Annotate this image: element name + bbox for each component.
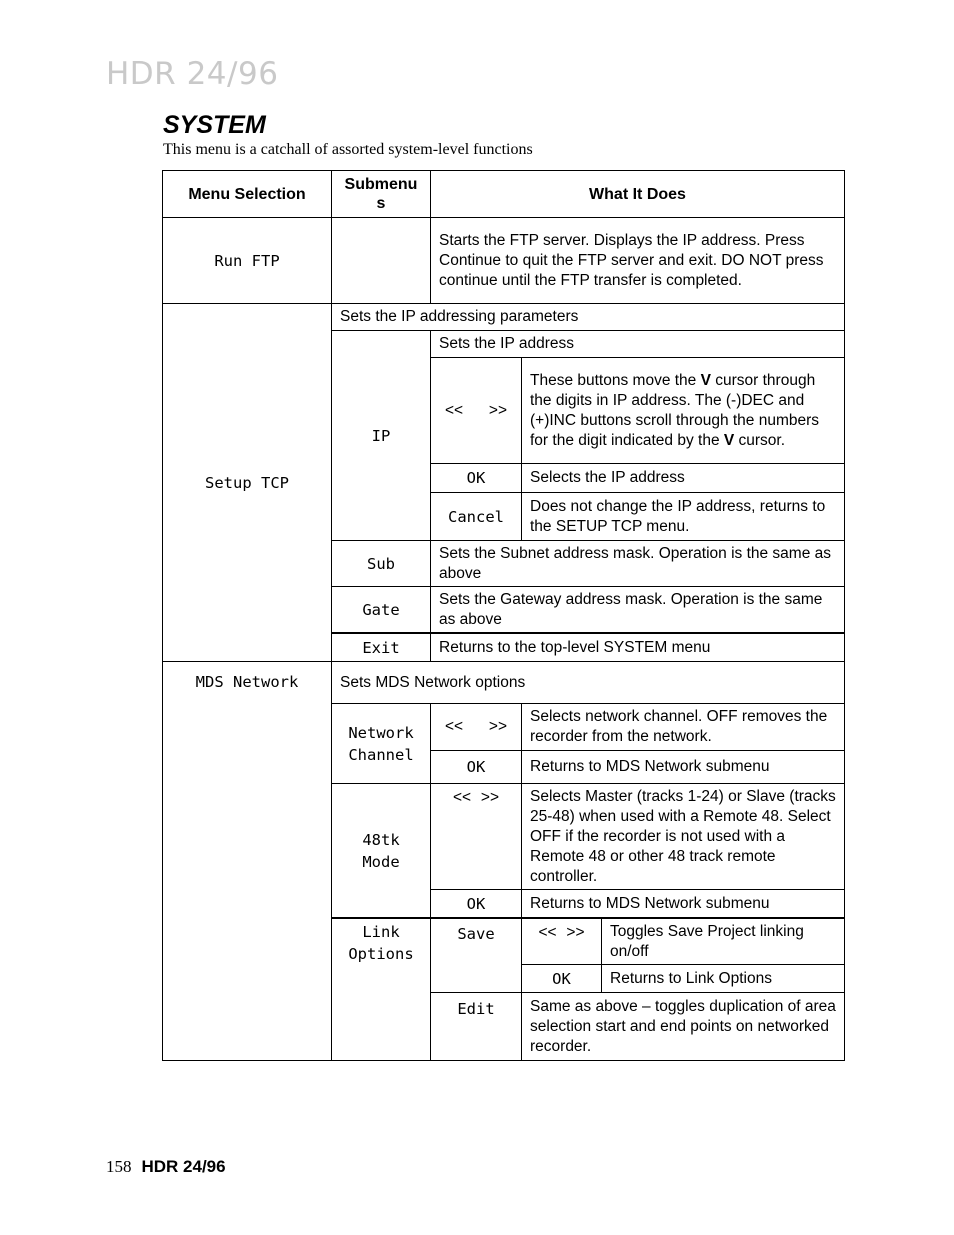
ip-arrow-buttons	[430, 357, 522, 464]
prev-arrow-icon: <<	[445, 718, 464, 735]
menu-mds-network: MDS Network	[162, 661, 332, 1061]
48tk-mode-arrow-buttons	[430, 783, 522, 890]
network-channel-arrow-buttons	[430, 703, 522, 751]
section-description: This menu is a catchall of assorted system-level functions	[163, 141, 533, 158]
header-what-it-does: What It Does	[430, 170, 845, 218]
prev-arrow-icon: <<	[445, 401, 464, 419]
sub-description: Sets the Subnet address mask. Operation is the same as above	[430, 540, 845, 587]
gate-description: Sets the Gateway address mask. Operation is the same as above	[430, 586, 845, 633]
prev-arrow-icon: <<	[538, 924, 557, 941]
next-arrow-icon: >>	[566, 924, 585, 941]
submenu-exit: Exit	[331, 632, 431, 662]
ip-cancel-description: Does not change the IP address, returns to the SETUP TCP menu.	[521, 492, 845, 541]
submenu-sub: Sub	[331, 540, 431, 587]
footer-title: HDR 24/96	[141, 1157, 226, 1176]
system-menu-table	[162, 170, 845, 1061]
run-ftp-description: Starts the FTP server. Displays the IP address. Press Continue to quit the FTP server and exit. DO NOT press continue until the FTP transfer is completed.	[430, 217, 845, 304]
section-title: SYSTEM	[163, 111, 266, 139]
network-channel-ok-button: OK	[430, 750, 522, 784]
next-arrow-icon: >>	[488, 718, 507, 735]
header-submenus: Submenu s	[331, 170, 431, 218]
run-ftp-submenu-empty	[331, 217, 431, 304]
ip-cancel-button: Cancel	[430, 492, 522, 541]
link-save-ok-button: OK	[521, 964, 602, 993]
menu-run-ftp: Run FTP	[162, 217, 332, 304]
submenu-48tk-mode: 48tk Mode	[331, 783, 431, 919]
running-header-title: HDR 24/96	[106, 56, 279, 92]
48tk-mode-ok-button: OK	[430, 889, 522, 919]
network-channel-arrows-description: Selects network channel. OFF removes the recorder from the network.	[521, 703, 845, 751]
header-menu-selection: Menu Selection	[162, 170, 332, 218]
48tk-mode-arrows-description: Selects Master (tracks 1-24) or Slave (tracks 25-48) when used with a Remote 48. Select OFF if the recorder is not used with a Remote 48 or other 48 track remote controller.	[521, 783, 845, 890]
next-arrow-icon: >>	[480, 789, 499, 806]
next-arrow-icon: >>	[488, 401, 507, 419]
setup-tcp-description: Sets the IP addressing parameters	[331, 303, 845, 331]
page-footer	[106, 1157, 226, 1177]
ip-arrows-description: These buttons move the V cursor through the digits in IP address. The (-)DEC and (+)INC buttons scroll through the numbers for the digit indicated by the V cursor.	[521, 357, 845, 464]
ip-ok-description: Selects the IP address	[521, 463, 845, 493]
network-channel-ok-description: Returns to MDS Network submenu	[521, 750, 845, 784]
link-save-arrow-buttons	[521, 917, 602, 965]
submenu-gate: Gate	[331, 586, 431, 633]
link-edit-option: Edit	[430, 992, 522, 1061]
menu-setup-tcp: Setup TCP	[162, 303, 332, 662]
link-save-ok-description: Returns to Link Options	[601, 964, 845, 993]
ip-description: Sets the IP address	[430, 330, 845, 358]
submenu-ip: IP	[331, 330, 431, 541]
submenu-network-channel: Network Channel	[331, 703, 431, 784]
link-save-option: Save	[430, 917, 522, 993]
page-number: 158	[106, 1157, 132, 1176]
ip-ok-button: OK	[430, 463, 522, 493]
submenu-link-options: Link Options	[331, 917, 431, 1061]
link-edit-description: Same as above – toggles duplication of area selection start and end points on networked recorder.	[521, 992, 845, 1061]
prev-arrow-icon: <<	[453, 789, 472, 806]
mds-network-description: Sets MDS Network options	[331, 661, 845, 704]
48tk-mode-ok-description: Returns to MDS Network submenu	[521, 889, 845, 919]
exit-description: Returns to the top-level SYSTEM menu	[430, 632, 845, 662]
link-save-arrows-description: Toggles Save Project linking on/off	[601, 917, 845, 965]
